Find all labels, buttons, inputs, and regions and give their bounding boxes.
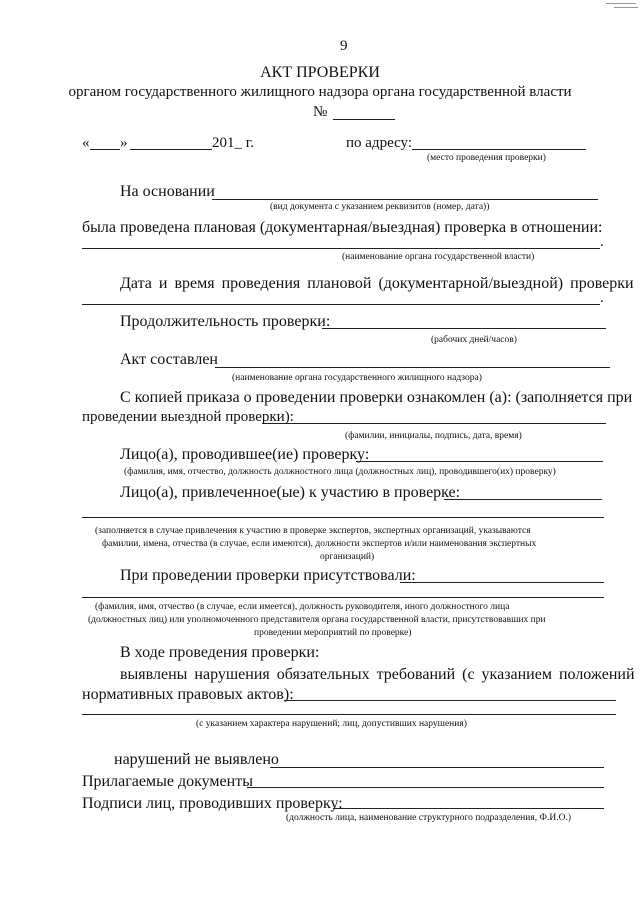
address-label: по адресу: xyxy=(346,135,413,151)
page-number: 9 xyxy=(340,38,348,54)
basis-hint: (вид документа с указанием реквизитов (номер, дата)) xyxy=(270,202,490,212)
address-hint: (место проведения проверки) xyxy=(427,153,546,163)
involved-hint-1: (заполняется в случае привлечения к участию в проверке экспертов, экспертных организаций, указываются xyxy=(95,526,531,536)
findings-hint: (с указанием характера нарушений; лиц, допустивших нарушения) xyxy=(196,719,467,729)
present-hint-1: (фамилия, имя, отчество (в случае, если имеется), должность руководителя, иного должностного лица xyxy=(95,602,510,612)
inspected-organ-hint: (наименование органа государственной власти) xyxy=(342,252,535,262)
number-field[interactable] xyxy=(333,119,395,120)
involved-label: Лицо(а), привлеченное(ые) к участию в проверке: xyxy=(120,484,461,501)
present-label: При проведении проверки присутствовали: xyxy=(120,567,416,584)
conducted-by-label: Лицо(а), проводившее(ие) проверку: xyxy=(120,446,370,463)
compiled-hint: (наименование органа государственного жилищного надзора) xyxy=(232,373,482,383)
signatures-label: Подписи лиц, проводивших проверку: xyxy=(82,795,343,812)
involved-field-2[interactable] xyxy=(82,517,604,518)
present-field-2[interactable] xyxy=(82,597,604,598)
present-hint-2: (должностных лиц) или уполномоченного представителя органа государственной власти, присутствовавших при xyxy=(88,615,546,625)
conducted-by-hint: (фамилия, имя, отчество, должность должностного лица (должностных лиц), проводившего(их) проверку) xyxy=(124,467,556,477)
day-field[interactable] xyxy=(90,149,120,150)
findings-heading: В ходе проведения проверки: xyxy=(120,644,320,661)
address-field[interactable] xyxy=(412,149,586,150)
signatures-hint: (должность лица, наименование структурного подразделения, Ф.И.О.) xyxy=(286,813,571,823)
no-violations-field[interactable] xyxy=(270,767,604,768)
attachments-label: Прилагаемые документы xyxy=(82,773,253,790)
datetime-text: Дата и время проведения плановой (документарной/выездной) проверки xyxy=(120,275,634,292)
inspected-organ-field[interactable] xyxy=(82,248,600,249)
involved-hint-3: организаций) xyxy=(320,552,375,562)
findings-field-2[interactable] xyxy=(82,714,616,715)
basis-label: На основании xyxy=(120,183,215,200)
acquainted-field[interactable] xyxy=(262,423,606,424)
document-title: АКТ ПРОВЕРКИ xyxy=(260,64,380,81)
compiled-field[interactable] xyxy=(215,367,610,368)
present-field[interactable] xyxy=(400,582,604,583)
inspection-text: была проведена плановая (документарная/выездная) проверка в отношении: xyxy=(82,219,603,236)
day-close-quote: » xyxy=(120,135,128,151)
conducted-by-field[interactable] xyxy=(356,461,603,462)
present-hint-3: проведении мероприятий по проверке) xyxy=(254,628,412,638)
datetime-end-mark: . xyxy=(600,290,604,306)
month-field[interactable] xyxy=(130,149,212,150)
acquainted-line-2: проведении выездной проверки): xyxy=(82,409,294,425)
acquainted-hint: (фамилии, инициалы, подпись, дата, время) xyxy=(345,431,522,441)
datetime-field[interactable] xyxy=(82,304,600,305)
day-open-quote: « xyxy=(82,135,90,151)
attachments-field[interactable] xyxy=(247,787,604,788)
findings-line-2: нормативных правовых актов): xyxy=(82,686,294,703)
inspection-end-mark: . xyxy=(600,234,604,250)
involved-hint-2: фамилии, имена, отчества (в случае, если имеются), должности экспертов и/или наименования экспертных xyxy=(102,539,537,549)
signatures-field[interactable] xyxy=(333,808,604,809)
year-label: 201_ г. xyxy=(212,135,254,151)
findings-line-1: выявлены нарушения обязательных требований (с указанием положений xyxy=(120,666,635,683)
corner-marks xyxy=(600,0,640,14)
findings-field[interactable] xyxy=(284,700,616,701)
basis-field[interactable] xyxy=(212,199,598,200)
compiled-label: Акт составлен xyxy=(120,351,218,368)
duration-hint: (рабочих дней/часов) xyxy=(431,335,517,345)
involved-field[interactable] xyxy=(444,499,602,500)
number-label: № xyxy=(313,104,328,120)
document-subtitle: органом государственного жилищного надзора органа государственной власти xyxy=(68,84,572,100)
duration-label: Продолжительность проверки: xyxy=(120,313,331,330)
no-violations-label: нарушений не выявлено xyxy=(114,751,279,768)
duration-field[interactable] xyxy=(322,328,606,329)
acquainted-line-1: С копией приказа о проведении проверки ознакомлен (а): (заполняется при xyxy=(120,389,633,406)
